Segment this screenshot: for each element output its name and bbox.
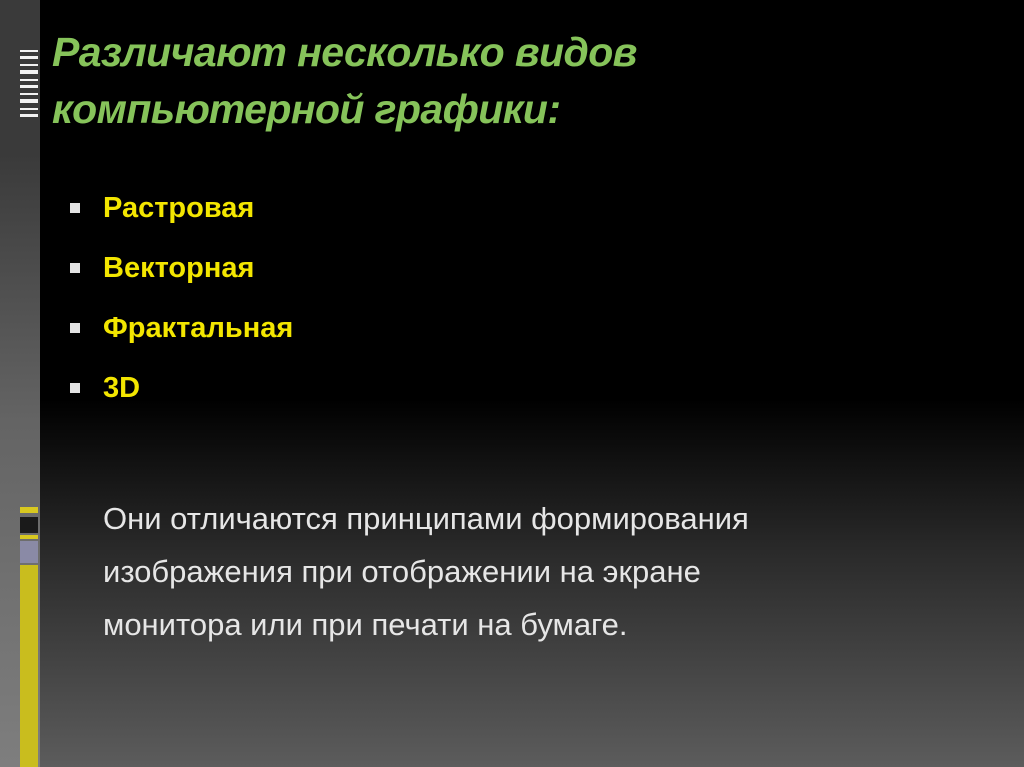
strip-mark-yellow bbox=[20, 507, 38, 513]
body-line: изображения при отображении на экране bbox=[103, 554, 701, 589]
bullet-item-3d bbox=[68, 366, 293, 426]
bullet-list bbox=[68, 186, 293, 426]
square-bullet-icon bbox=[70, 263, 80, 273]
strip-mark-yellow bbox=[20, 565, 38, 767]
bullet-item-label: Фрактальная bbox=[103, 312, 294, 344]
strip-mark-yellow bbox=[20, 535, 38, 539]
strip-mark-gray bbox=[20, 541, 38, 563]
bullet-item-fractal bbox=[68, 306, 293, 366]
bullet-item-vector bbox=[68, 246, 293, 306]
strip-mark bbox=[20, 56, 38, 59]
strip-mark bbox=[20, 108, 38, 110]
slide-title-line: компьютерной графики: bbox=[52, 86, 561, 132]
slide-title bbox=[52, 24, 992, 138]
body-line: Они отличаются принципами формирования bbox=[103, 501, 749, 536]
square-bullet-icon bbox=[70, 203, 80, 213]
left-decorative-strip bbox=[0, 0, 40, 767]
strip-mark bbox=[20, 70, 38, 74]
slide-title-line: Различают несколько видов bbox=[52, 29, 637, 75]
strip-mark bbox=[20, 85, 38, 88]
strip-mark bbox=[20, 93, 38, 95]
body-paragraph bbox=[103, 492, 983, 651]
strip-mark bbox=[20, 99, 38, 103]
square-bullet-icon bbox=[70, 383, 80, 393]
bullet-item-label: Растровая bbox=[103, 192, 255, 224]
strip-mark-dark bbox=[20, 517, 38, 533]
bullet-item-label: Векторная bbox=[103, 252, 255, 284]
body-line: монитора или при печати на бумаге. bbox=[103, 607, 628, 642]
bullet-item-raster bbox=[68, 186, 293, 246]
strip-mark bbox=[20, 79, 38, 81]
square-bullet-icon bbox=[70, 323, 80, 333]
strip-mark bbox=[20, 114, 38, 117]
strip-mark bbox=[20, 64, 38, 66]
bullet-item-label: 3D bbox=[103, 372, 141, 404]
strip-mark bbox=[20, 50, 38, 52]
